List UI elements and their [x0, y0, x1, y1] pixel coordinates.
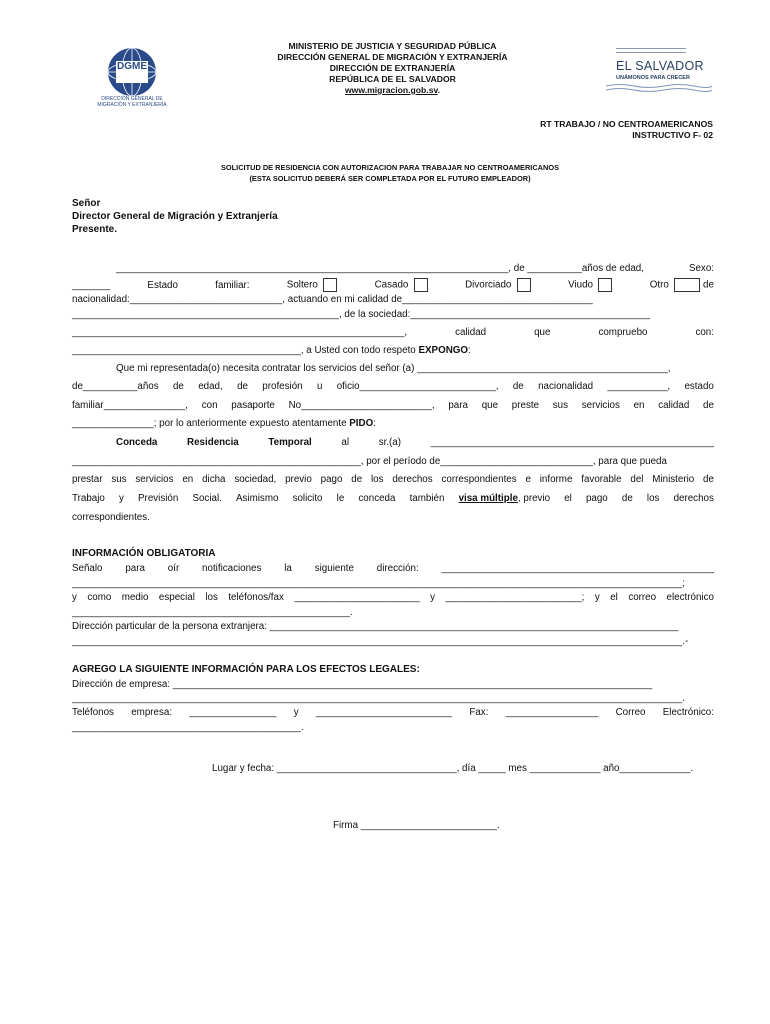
- legales-line-2[interactable]: ________________________________________________________________________________________________________________.: [72, 693, 685, 704]
- header-line-4: REPÚBLICA DE EL SALVADOR: [329, 74, 456, 84]
- header-line-3: DIRECCIÓN DE EXTRANJERÍA: [329, 63, 456, 73]
- dgme-letters: DGME: [117, 61, 147, 72]
- form-title-line-1: SOLICITUD DE RESIDENCIA CON AUTORIZACION PARA TRABAJAR NO CENTROAMERICANOS: [220, 163, 560, 172]
- body-line-5: _____________________________________________________________, calidad que compruebo con:: [72, 327, 714, 338]
- dgme-logo: [92, 46, 172, 108]
- obligatoria-line-1: Señalo para oír notificaciones la siguiente dirección: __________________________________________________: [72, 563, 714, 574]
- address-line-3: Presente.: [72, 224, 118, 235]
- body-line-8: de__________años de edad, de profesión u oficio_________________________, de nacionalidad ___________, estado: [72, 381, 714, 392]
- form-code-line-2: INSTRUCTIVO F- 02: [632, 130, 713, 140]
- lugar-fecha-line[interactable]: Lugar y fecha: _________________________________, día _____ mes _____________ año_____________.: [212, 763, 694, 774]
- el-salvador-logo: [604, 46, 714, 94]
- sr-field[interactable]: ____________________________________________________: [430, 437, 714, 448]
- telefono-empresa-1-field[interactable]: ________________: [189, 707, 277, 718]
- obligatoria-line-2[interactable]: ________________________________________________________________________________________________________________;: [72, 578, 685, 589]
- body-line-9: familiar_______________, con pasaporte No________________________, para que preste sus servicios en calidad de: [72, 400, 714, 411]
- legales-line-1[interactable]: Dirección de empresa: ________________________________________________________________________________________: [72, 679, 653, 690]
- name-age-field[interactable]: ________________________________________________________________________, de __________años de edad,: [116, 263, 644, 274]
- body-line-13: prestar sus servicios en dicha sociedad, previo pago de los derechos correspondientes e informe favorable del Ministerio de: [72, 474, 714, 485]
- body-line-6[interactable]: __________________________________________, a Usted con todo respeto EXPONGO:: [72, 345, 471, 356]
- form-title-line-2: (ESTA SOLICITUD DEBERÁ SER COMPLETADA POR EL FUTURO EMPLEADOR): [249, 174, 531, 183]
- obligatoria-line-5[interactable]: Dirección particular de la persona extranjera: ___________________________________________________________________________: [72, 621, 679, 632]
- viudo-label: Viudo: [568, 279, 594, 291]
- body-line-7[interactable]: Que mi representada(o) necesita contratar los servicios del señor (a) ______________________________________________,: [116, 363, 671, 374]
- header-website-row: [200, 85, 585, 96]
- visa-multiple-label: visa múltiple: [458, 493, 518, 504]
- sexo-label: Sexo:: [688, 263, 714, 274]
- header-line-1: MINISTERIO DE JUSTICIA Y SEGURIDAD PÚBLICA: [288, 41, 497, 51]
- body-line-1: [116, 263, 714, 275]
- soltero-label: Soltero: [286, 279, 318, 291]
- address-line-2: Director General de Migración y Extranjería: [72, 211, 278, 222]
- address-line-1: Señor: [72, 198, 101, 209]
- otro-label: Otro: [649, 279, 669, 291]
- fax-field[interactable]: _________________: [505, 707, 599, 718]
- legales-line-4[interactable]: __________________________________________.: [72, 722, 304, 733]
- body-line-12[interactable]: _____________________________________________________, por el período de____________________________, para que pueda: [72, 456, 667, 467]
- body-line-10[interactable]: _______________; por lo anteriormente expuesto atentamente PIDO:: [72, 418, 376, 429]
- body-line-4[interactable]: _________________________________________________, de la sociedad:____________________________________________: [72, 309, 651, 320]
- telefono-2-field[interactable]: _________________________;: [445, 592, 585, 603]
- obligatoria-line-3: y como medio especial los teléfonos/fax _______________________ y _________________________; y el correo electrónico: [72, 592, 714, 603]
- firma-line[interactable]: Firma _________________________.: [333, 820, 500, 831]
- obligatoria-line-6[interactable]: ________________________________________________________________________________________________________________.-: [72, 636, 689, 647]
- telefono-empresa-2-field[interactable]: _________________________: [315, 707, 453, 718]
- website-link[interactable]: www.migracion.gob.sv: [344, 85, 438, 95]
- dgme-caption-1: DIRECCIÓN GENERAL DE: [101, 96, 163, 102]
- legales-heading: AGREGO LA SIGUIENTE INFORMACIÓN PARA LOS EFECTOS LEGALES:: [72, 664, 420, 675]
- el-salvador-name: EL SALVADOR: [616, 59, 704, 73]
- waves-icon: [604, 83, 714, 93]
- viudo-checkbox[interactable]: [598, 278, 612, 292]
- logo-top-rule-2: [616, 52, 686, 53]
- telefono-1-field[interactable]: _______________________: [294, 592, 420, 603]
- body-line-11: Conceda Residencia Temporal al sr.(a) ____________________________________________________: [116, 437, 714, 448]
- logo-top-rule: [616, 48, 686, 49]
- obligatoria-heading: INFORMACIÓN OBLIGATORIA: [72, 548, 216, 559]
- soltero-checkbox[interactable]: [323, 278, 337, 292]
- divorciado-label: Divorciado: [465, 279, 512, 291]
- pido-label: PIDO: [349, 418, 374, 429]
- body-line-3[interactable]: nacionalidad:____________________________, actuando en mi calidad de___________________________________: [72, 294, 593, 305]
- header-line-2: DIRECCIÓN GENERAL DE MIGRACIÓN Y EXTRANJERÍA: [277, 52, 508, 62]
- obligatoria-line-4[interactable]: ___________________________________________________.: [72, 607, 353, 618]
- el-salvador-tagline: UNÁMONOS PARA CRECER: [616, 75, 690, 81]
- body-line-15: correspondientes.: [72, 512, 150, 523]
- dgme-caption-2: MIGRACIÓN Y EXTRANJERÍA: [97, 102, 167, 108]
- casado-checkbox[interactable]: [414, 278, 428, 292]
- expongo-label: EXPONGO: [418, 345, 469, 356]
- casado-label: Casado: [374, 279, 409, 291]
- otro-checkbox[interactable]: [674, 278, 700, 292]
- calidad-field[interactable]: _____________________________________________________________,: [72, 327, 408, 338]
- sexo-field[interactable]: _______: [72, 279, 111, 291]
- body-line-14: Trabajo y Previsión Social. Asimismo solicito le conceda también visa múltiple, previo el pago de los derechos: [72, 493, 714, 504]
- notificaciones-field[interactable]: __________________________________________________: [441, 563, 714, 574]
- divorciado-checkbox[interactable]: [517, 278, 531, 292]
- legales-line-3: Teléfonos empresa: ________________ y _________________________ Fax: _________________ Correo Electrónico:: [72, 707, 714, 718]
- body-line-2: _______ Estado familiar: Soltero Casado Divorciado Viudo Otro de: [72, 279, 714, 291]
- form-code-line-1: RT TRABAJO / NO CENTROAMERICANOS: [540, 119, 713, 129]
- website-suffix: .: [437, 85, 441, 95]
